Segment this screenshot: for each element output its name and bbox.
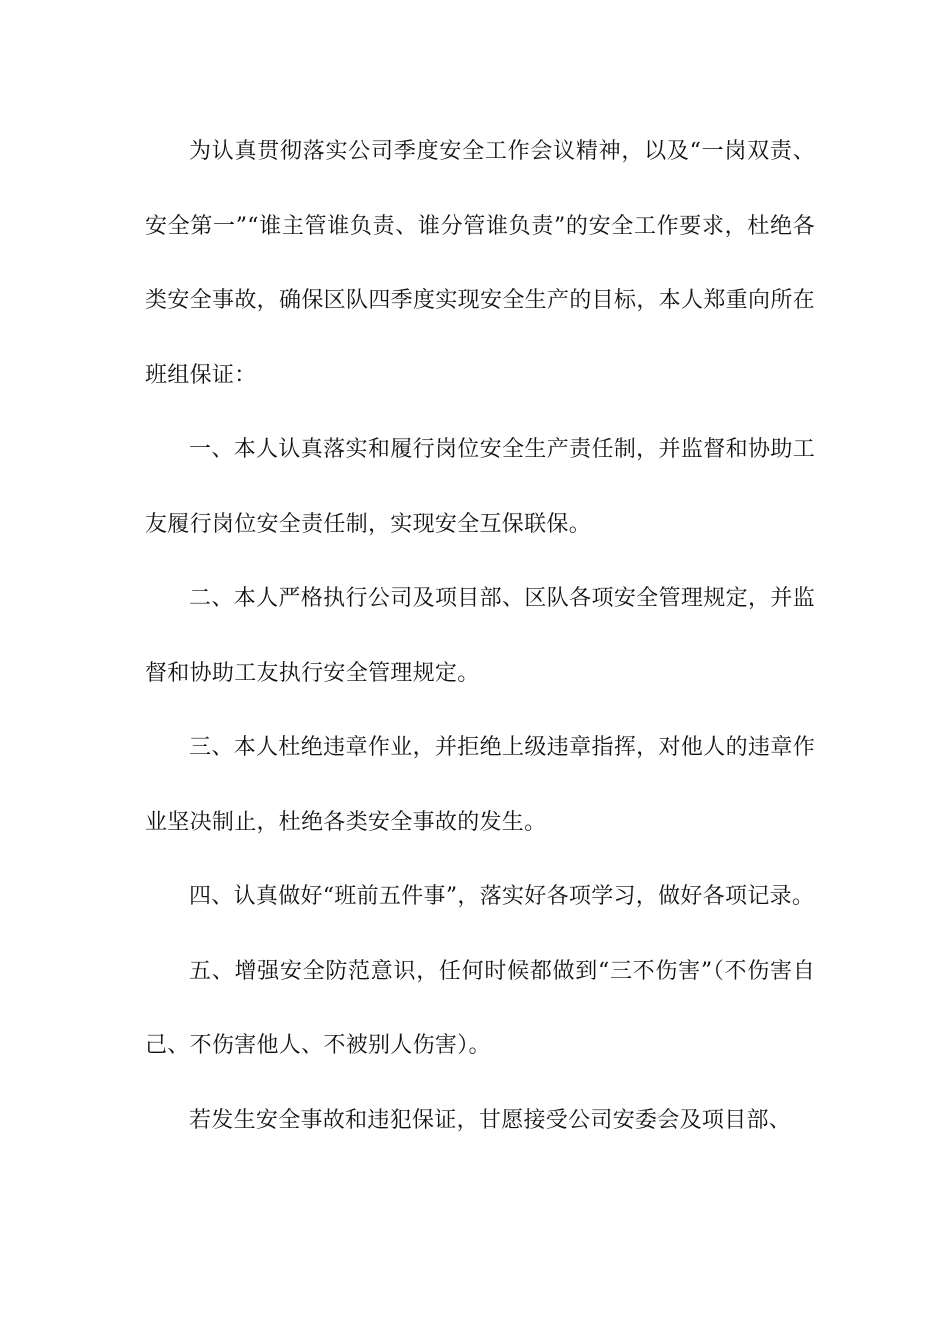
paragraph-item-5: 五、增强安全防范意识，任何时候都做到“三不伤害”（不伤害自己、不伤害他人、不被别人伤害）。 bbox=[145, 958, 815, 1058]
document-body bbox=[145, 115, 815, 1158]
paragraph-closing: 若发生安全事故和违犯保证，甘愿接受公司安委会及项目部、 bbox=[189, 1107, 792, 1133]
paragraph-item-3: 三、本人杜绝违章作业，并拒绝上级违章指挥，对他人的违章作业坚决制止，杜绝各类安全事故的发生。 bbox=[145, 735, 815, 835]
paragraph-intro: 为认真贯彻落实公司季度安全工作会议精神，以及“一岗双责、安全第一”“谁主管谁负责、谁分管谁负责”的安全工作要求，杜绝各类安全事故，确保区队四季度实现安全生产的目标，本人郑重向所在班组保证： bbox=[145, 139, 815, 388]
paragraph-item-1: 一、本人认真落实和履行岗位安全生产责任制，并监督和协助工友履行岗位安全责任制，实现安全互保联保。 bbox=[145, 437, 815, 537]
paragraph-item-4: 四、认真做好“班前五件事”，落实好各项学习，做好各项记录。 bbox=[189, 884, 815, 909]
paragraph-item-2: 二、本人严格执行公司及项目部、区队各项安全管理规定，并监督和协助工友执行安全管理规定。 bbox=[145, 586, 815, 686]
